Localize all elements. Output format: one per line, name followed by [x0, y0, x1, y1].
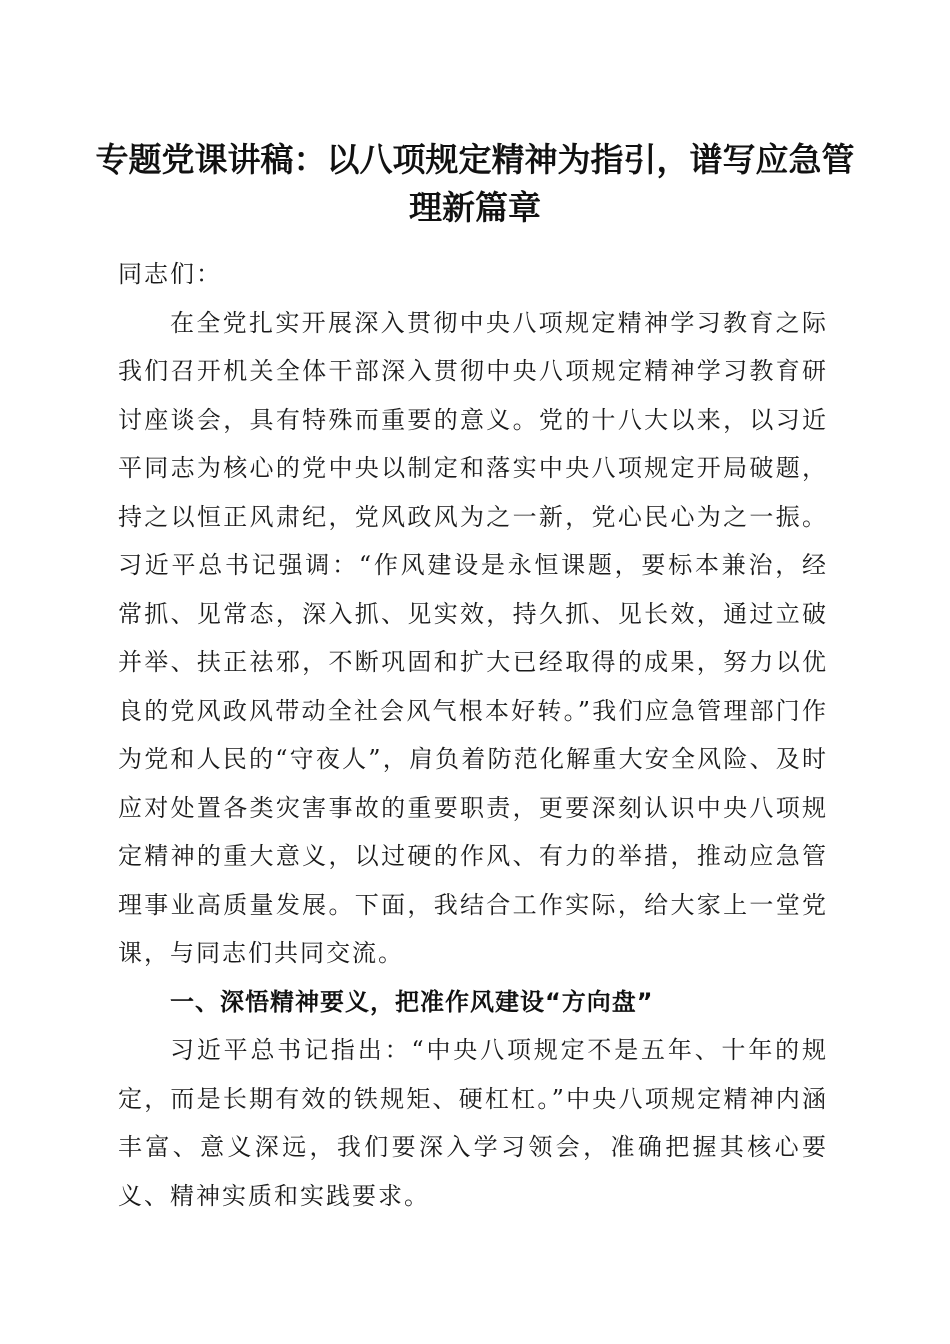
document-title: 专题党课讲稿：以八项规定精神为指引，谱写应急管理新篇章 [95, 140, 855, 227]
salutation: 同志们： [118, 260, 222, 288]
document-body [118, 250, 828, 1220]
intro-paragraph: 在全党扎实开展深入贯彻中央八项规定精神学习教育之际我们召开机关全体干部深入贯彻中央八项规定精神学习教育研讨座谈会，具有特殊而重要的意义。党的十八大以来，以习近平同志为核心的党中央以制定和落实中央八项规定开局破题，持之以恒正风肃纪，党风政风为之一新，党心民心为之一振。习近平总书记强调：“作风建设是永恒课题，要标本兼治，经常抓、见常态，深入抓、见实效，持久抓、见长效，通过立破并举、扶正祛邪，不断巩固和扩大已经取得的成果，努力以优良的党风政风带动全社会风气根本好转。”我们应急管理部门作为党和人民的“守夜人”，肩负着防范化解重大安全风险、及时应对处置各类灾害事故的重要职责，更要深刻认识中央八项规定精神的重大意义，以过硬的作风、有力的举措，推动应急管理事业高质量发展。下面，我结合工作实际，给大家上一堂党课，与同志们共同交流。 [118, 308, 828, 967]
section-paragraph: 习近平总书记指出：“中央八项规定不是五年、十年的规定，而是长期有效的铁规矩、硬杠杠。”中央八项规定精神内涵丰富、意义深远，我们要深入学习领会，准确把握其核心要义、精神实质和实践要求。 [118, 1036, 828, 1210]
section-heading: 一、深悟精神要义，把准作风建设“方向盘” [170, 987, 654, 1016]
